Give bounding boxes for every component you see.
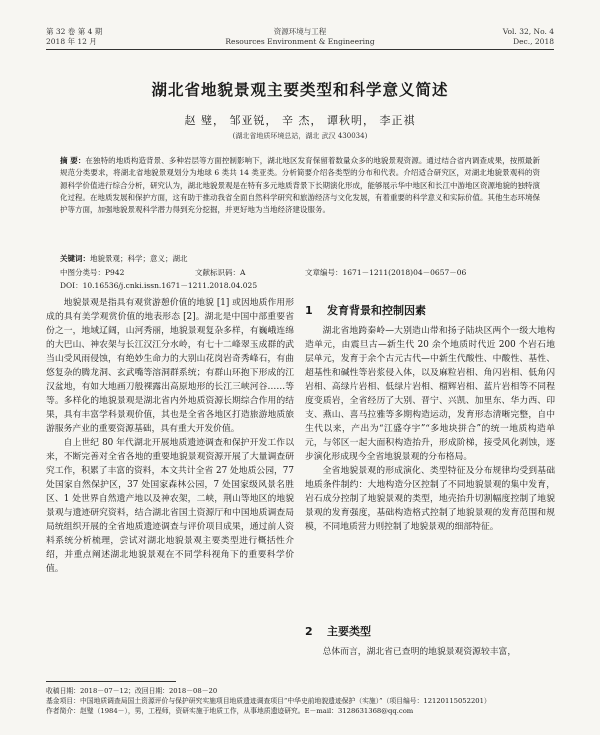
section-1-heading [305, 300, 555, 322]
keywords [60, 253, 540, 264]
author-list: 赵 璧， 邹亚锐， 辛 杰， 谭秋明， 李正祺 [184, 114, 416, 127]
abstract-text: 在独特的地质构造背景、多种岩层等方面控制影响下，湖北地区发育保留着数量众多的地貌景观资源。通过结合省内调查成果，按照最新规范分类要求，将湖北省地貌景观划分为地球 6 类共 14 类亚类。分析简要介绍各类型的分布和代表。介绍适合研究区，对湖北地貌景观科的资源科学价值进行综合分析，研究认为，湖北地貌景观是在特有多元地质背景下长期演化形成，能够展示华中地区和长江中游地区资源地貌的独特演化过程。在地质发展和保护方面，这有助于推动我省全面自然科学研究和旅游经济与文化发展，有着重要的科学意义和实际价值。其他生态环境保护等方面，加强地貌景观科学潜力得到充分挖掘，并更好地为当地经济建设服务。 [60, 156, 540, 215]
section-title: 发育背景和控制因素 [327, 304, 426, 317]
section-title: 主要类型 [327, 625, 371, 638]
clc-number: 中图分类号：P942 [60, 268, 125, 277]
intro-paragraph: 自上世纪 80 年代湖北开展地质遗迹调查和保护开发工作以来，不断完善对全省各地的重要地貌景观资源开展了大量调查研究工作，积累了丰富的资料，本文共计全省 27 处地质公园，77 处国家自然保护区，37 处国家森林公园，7 处国家级风景名胜区、1 处世界自然遗产地以及神农架，二峡，荆山等地区的地貌景观与遗迹研究资料，结合湖北省国土资源厅和中国地质调查局局统组织开展的全省地质遗迹调查与评价项目成果，通过前人资料系统分析梳理，尝试对湖北地貌景观主要类型进行概括性介绍，并重点阐述湖北地貌景观在不同学科视角下的重要科学价值。 [46, 438, 294, 574]
journal-name-cn: 资源环境与工程 [273, 27, 327, 36]
body-paragraph: 全省地貌景观的形成演化、类型特征及分布规律均受到基础地质条件制约：大地构造分区控制了不同地貌景观的集中发育，岩石成分控制了地貌景观的类型，地壳抬升切割幅度控制了地貌景观的发育强度，基础构造格式控制了地貌景观的发育范围和规模，不同地质营力则控制了地貌景观的细部特征。 [305, 466, 555, 532]
journal-issue-en [503, 27, 554, 47]
classification-row [60, 267, 540, 279]
intro-paragraph: 地貌景观是指具有观赏游憩价值的地貌 [1] 或因地质作用形成的具有美学观赏价值的地表形态 [2]。湖北是中国中部重要省份之一，地域辽阔，山河秀丽，地貌景观复杂多样，有巍峨连绵的大巴山、神农架与长江汉江分水岭，有七十二峰翠玉成群的武当山受风雨侵蚀，有绝妙生命力的大别山花岗岩奇秀峰石，有曲悠复杂的腾龙洞、玄武嘴等溶洞群系统；有群山环抱下形成的江汉盆地，有如大地画刀般裸露出高原地形的长江三峡河谷……等等。多样化的地貌景观是湖北省内外地质资源长期综合作用的结果，具有丰富学科景观价值，其也是全省各地区打造旅游地质旅游服务产业的重要资源基础，具有重大开发价值。 [46, 298, 294, 434]
keywords-text: 地貌景观；科学；意义；湖北 [90, 254, 188, 263]
section-number: 1 [305, 304, 313, 317]
section-2-body [305, 645, 555, 659]
affiliation: (湖北省地质环境总站，湖北 武汉 430034) [232, 132, 368, 140]
volume-issue-en: Vol. 32, No. 4 [502, 27, 554, 36]
document-code: 文献标识码：A [195, 268, 246, 277]
article-number: 文章编号：1671－1211(2018)04－0657－06 [305, 268, 467, 277]
abstract [60, 155, 540, 216]
right-column [305, 296, 555, 534]
volume-issue: 第 32 卷 第 4 期 [46, 27, 103, 36]
doi: DOI：10.16536/j.cnki.issn.1671－1211.2018.04.025 [60, 281, 258, 290]
issue-date: 2018 年 12 月 [46, 37, 97, 46]
journal-name-en: Resources Environment & Engineering [225, 37, 375, 46]
issue-date-en: Dec., 2018 [513, 37, 554, 46]
section-number: 2 [305, 625, 313, 638]
received-date: 收稿日期：2018－07－12；改回日期：2018－08－20 [46, 687, 218, 695]
journal-name [46, 27, 554, 47]
author-bio: 作者简介：赵璧（1984－），男，工程师，资研实施于地质工作，从事地质遗迹研究。E－mail：3128631368@qq.com [46, 707, 414, 715]
footnote-divider [46, 681, 176, 682]
paper-title: 湖北省地貌景观主要类型和科学意义简述 [151, 81, 449, 99]
body-paragraph: 湖北省地跨秦岭—大别造山带和扬子陆块区两个一级大地构造单元，由震旦古—新生代 20 余个地质时代近 200 个岩石地层单元，发育于余个古元古代—中新生代酸性、中酸性、基性、超基性和碱性等岩浆侵入体，以及麻粒岩相、角闪岩相、低角闪岩相、高绿片岩相、低绿片岩相、榴辉岩相、蓝片岩相等不同程度变质岩，全省经历了大别、晋宁、兴凯、加里东、华力西、印支、燕山、喜马拉雅等多期构造运动，发育形态清晰完整，自中生代以来，产出为“江盛夺宇”“多地块拼合”的统一地质构造单元，与邻区一起大面积构造抬升，形成阶梯，接受风化剥蚀，逐步演化形成现今全省地貌景观的分布格局。 [305, 326, 555, 462]
left-column [46, 296, 294, 576]
keywords-label: 关键词： [60, 254, 90, 263]
section-2-heading [305, 621, 555, 643]
abstract-label: 摘 要： [60, 156, 86, 165]
footnotes [46, 686, 554, 716]
running-header [46, 27, 554, 49]
body-paragraph: 总体而言，湖北省已查明的地貌景观资源较丰富， [322, 647, 517, 657]
header-divider [46, 49, 554, 50]
funding-note: 基金项目：中国地质调查局国土资源评价与保护研究实施项目地质遗迹调查项目“中华史前地貌遗迹保护（实施）”（项目编号：12120115052201） [46, 697, 491, 705]
